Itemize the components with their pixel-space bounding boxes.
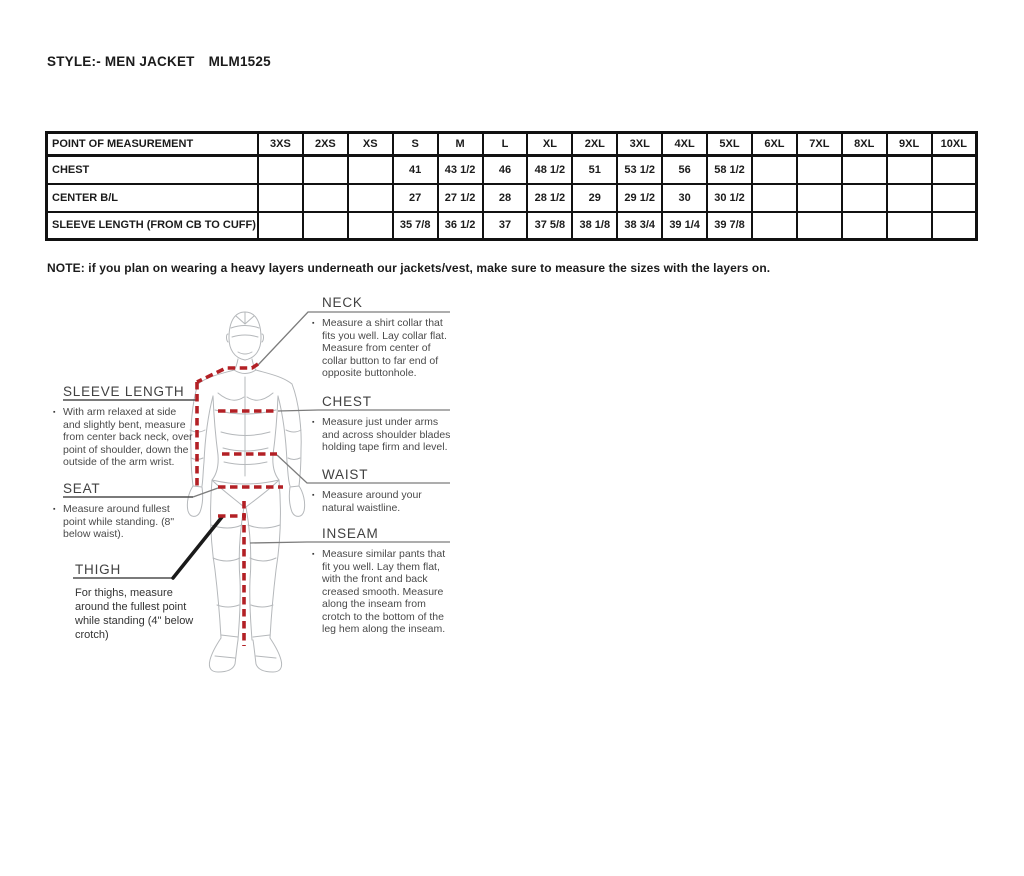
col-header-xl: XL bbox=[527, 133, 572, 156]
note-text: NOTE: if you plan on wearing a heavy layers underneath our jackets/vest, make sure to measure the sizes with the layers on. bbox=[47, 261, 771, 275]
size-value-cell: 30 bbox=[662, 184, 707, 212]
col-header-2xl: 2XL bbox=[572, 133, 617, 156]
size-value-cell bbox=[258, 184, 303, 212]
inseam-description: Measure similar pants that fit you well. Lay them flat, with the front and back creased smooth. Measure along the inseam from crotch to the bottom of the leg hem along the inseam. bbox=[322, 548, 446, 635]
style-label: STYLE:- MEN JACKET bbox=[47, 54, 195, 69]
thigh-description: For thighs, measure around the fullest point while standing (4" below crotch) bbox=[75, 587, 194, 641]
col-header-m: M bbox=[438, 133, 483, 156]
size-value-cell bbox=[932, 212, 977, 240]
size-value-cell bbox=[752, 184, 797, 212]
size-value-cell bbox=[932, 156, 977, 184]
measurement-dashed-lines bbox=[197, 364, 283, 646]
chest-description: Measure just under arms and across shoulder blades holding tape firm and level. bbox=[322, 416, 451, 453]
col-header-s: S bbox=[393, 133, 438, 156]
col-header-8xl: 8XL bbox=[842, 133, 887, 156]
size-value-cell bbox=[303, 156, 348, 184]
size-value-cell bbox=[258, 156, 303, 184]
size-value-cell bbox=[258, 212, 303, 240]
size-value-cell: 58 1/2 bbox=[707, 156, 752, 184]
size-value-cell: 53 1/2 bbox=[617, 156, 662, 184]
size-value-cell: 37 5/8 bbox=[527, 212, 572, 240]
size-value-cell: 38 1/8 bbox=[572, 212, 617, 240]
table-row bbox=[47, 156, 977, 184]
size-value-cell: 41 bbox=[393, 156, 438, 184]
col-header-2xs: 2XS bbox=[303, 133, 348, 156]
callout-thigh bbox=[75, 562, 199, 642]
size-value-cell bbox=[348, 212, 393, 240]
size-table bbox=[45, 131, 978, 241]
bullet-square-icon: ▪ bbox=[312, 492, 315, 499]
size-value-cell: 37 bbox=[483, 212, 528, 240]
bullet-square-icon: ▪ bbox=[312, 551, 315, 558]
page-title bbox=[47, 54, 271, 69]
body-figure-svg bbox=[40, 290, 460, 690]
waist-label: WAIST bbox=[322, 467, 369, 482]
size-value-cell bbox=[752, 156, 797, 184]
size-value-cell: 38 3/4 bbox=[617, 212, 662, 240]
size-value-cell: 27 bbox=[393, 184, 438, 212]
body-wireframe bbox=[187, 312, 304, 672]
size-value-cell: 39 7/8 bbox=[707, 212, 752, 240]
size-value-cell: 28 1/2 bbox=[527, 184, 572, 212]
waist-description: Measure around your natural waistline. bbox=[322, 489, 422, 514]
callout-sleeve-length bbox=[53, 384, 193, 469]
seat-label: SEAT bbox=[63, 481, 101, 496]
callout-connector-lines bbox=[193, 312, 450, 543]
size-value-cell bbox=[842, 212, 887, 240]
col-header-3xs: 3XS bbox=[258, 133, 303, 156]
col-header-9xl: 9XL bbox=[887, 133, 932, 156]
bullet-square-icon: ▪ bbox=[53, 409, 56, 416]
size-value-cell: 39 1/4 bbox=[662, 212, 707, 240]
size-value-cell bbox=[303, 212, 348, 240]
col-header-5xl: 5XL bbox=[707, 133, 752, 156]
col-header-7xl: 7XL bbox=[797, 133, 842, 156]
size-table-header-row bbox=[47, 133, 977, 156]
size-value-cell bbox=[887, 212, 932, 240]
size-value-cell bbox=[842, 156, 887, 184]
size-value-cell bbox=[887, 184, 932, 212]
size-value-cell: 43 1/2 bbox=[438, 156, 483, 184]
size-value-cell bbox=[797, 212, 842, 240]
col-header-6xl: 6XL bbox=[752, 133, 797, 156]
callout-waist bbox=[312, 467, 452, 514]
inseam-label: INSEAM bbox=[322, 526, 379, 541]
size-value-cell: 51 bbox=[572, 156, 617, 184]
table-row bbox=[47, 184, 977, 212]
size-value-cell bbox=[348, 184, 393, 212]
callout-neck bbox=[312, 295, 452, 380]
size-value-cell: 28 bbox=[483, 184, 528, 212]
neck-description: Measure a shirt collar that fits you well. Lay collar flat. Measure from center of collar button to far end of opposite buttonhole. bbox=[322, 317, 447, 379]
col-header-4xl: 4XL bbox=[662, 133, 707, 156]
size-value-cell: 56 bbox=[662, 156, 707, 184]
bullet-square-icon: ▪ bbox=[312, 419, 315, 426]
callout-inseam bbox=[312, 526, 455, 636]
size-value-cell bbox=[797, 156, 842, 184]
size-value-cell: 35 7/8 bbox=[393, 212, 438, 240]
size-value-cell bbox=[932, 184, 977, 212]
row-label: SLEEVE LENGTH (FROM CB TO CUFF) bbox=[47, 212, 259, 240]
col-header-point-of-measurement: POINT OF MEASUREMENT bbox=[47, 133, 259, 156]
neck-measure-line bbox=[197, 364, 258, 382]
size-table-body bbox=[47, 156, 977, 240]
size-table-container bbox=[45, 131, 978, 241]
callout-seat bbox=[53, 481, 191, 541]
seat-description: Measure around fullest point while standing. (8" below waist). bbox=[63, 503, 175, 540]
table-row bbox=[47, 212, 977, 240]
sleeve-length-label: SLEEVE LENGTH bbox=[63, 384, 185, 399]
size-value-cell: 36 1/2 bbox=[438, 212, 483, 240]
left-callout-underlines bbox=[63, 400, 197, 578]
bullet-square-icon: ▪ bbox=[53, 506, 56, 513]
size-value-cell bbox=[887, 156, 932, 184]
size-value-cell bbox=[752, 212, 797, 240]
size-value-cell: 29 1/2 bbox=[617, 184, 662, 212]
size-value-cell bbox=[348, 156, 393, 184]
size-value-cell bbox=[842, 184, 887, 212]
neck-label: NECK bbox=[322, 295, 363, 310]
callout-chest bbox=[312, 394, 455, 454]
size-value-cell: 30 1/2 bbox=[707, 184, 752, 212]
row-label: CENTER B/L bbox=[47, 184, 259, 212]
size-value-cell bbox=[303, 184, 348, 212]
size-value-cell bbox=[797, 184, 842, 212]
thigh-label: THIGH bbox=[75, 562, 121, 577]
size-value-cell: 27 1/2 bbox=[438, 184, 483, 212]
style-code: MLM1525 bbox=[208, 54, 271, 69]
col-header-xs: XS bbox=[348, 133, 393, 156]
chest-label: CHEST bbox=[322, 394, 372, 409]
sleeve-length-description: With arm relaxed at side and slightly bent, measure from center back neck, over point of shoulder, down the outside of the arm wrist. bbox=[63, 406, 193, 468]
col-header-10xl: 10XL bbox=[932, 133, 977, 156]
col-header-l: L bbox=[483, 133, 528, 156]
size-value-cell: 29 bbox=[572, 184, 617, 212]
size-value-cell: 48 1/2 bbox=[527, 156, 572, 184]
bullet-square-icon: ▪ bbox=[312, 320, 315, 327]
size-value-cell: 46 bbox=[483, 156, 528, 184]
col-header-3xl: 3XL bbox=[617, 133, 662, 156]
row-label: CHEST bbox=[47, 156, 259, 184]
thigh-pointer-line bbox=[173, 517, 222, 578]
